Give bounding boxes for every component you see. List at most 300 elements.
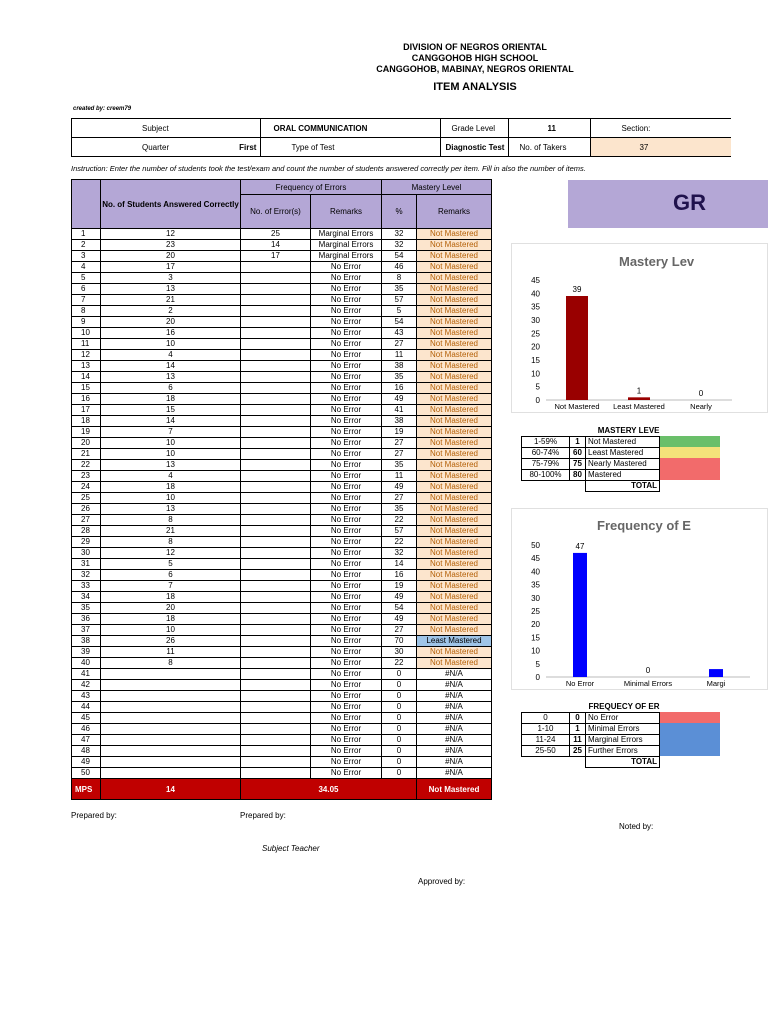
mastery-remark: Not Mastered <box>417 229 492 240</box>
error-remark: No Error <box>311 647 382 658</box>
error-remark: No Error <box>311 691 382 702</box>
mastery-remark: Not Mastered <box>417 427 492 438</box>
error-count: 25 <box>241 229 311 240</box>
percent: 32 <box>382 240 417 251</box>
error-count <box>241 581 311 592</box>
percent: 14 <box>382 559 417 570</box>
mastery-remark: Not Mastered <box>417 658 492 669</box>
percent: 22 <box>382 658 417 669</box>
item-number: 2 <box>72 240 101 251</box>
table-row <box>72 493 492 504</box>
credit-text: created by: creem79 <box>73 106 132 112</box>
frequency-chart <box>511 508 768 690</box>
error-remark: No Error <box>311 284 382 295</box>
error-remark: No Error <box>311 405 382 416</box>
item-number: 47 <box>72 735 101 746</box>
error-count <box>241 284 311 295</box>
correct-count[interactable] <box>101 713 241 724</box>
table-row <box>72 284 492 295</box>
percent: 54 <box>382 317 417 328</box>
legend-label: Marginal Errors <box>586 734 660 745</box>
error-count <box>241 526 311 537</box>
error-remark: No Error <box>311 757 382 768</box>
table-row <box>72 559 492 570</box>
table-row <box>72 702 492 713</box>
percent: 49 <box>382 592 417 603</box>
item-number: 5 <box>72 273 101 284</box>
legend-label: Nearly Mastered <box>586 458 660 469</box>
error-count <box>241 669 311 680</box>
mastery-remark: Not Mastered <box>417 625 492 636</box>
mastery-remark: #N/A <box>417 669 492 680</box>
correct-count[interactable] <box>101 746 241 757</box>
mastery-remark: Not Mastered <box>417 548 492 559</box>
quarter-value[interactable]: First <box>239 142 257 152</box>
data-label: 39 <box>572 285 582 294</box>
legend-label: Minimal Errors <box>586 723 660 734</box>
table-row <box>72 350 492 361</box>
table-row <box>72 339 492 350</box>
correct-count[interactable]: 21 <box>101 295 241 306</box>
correct-count[interactable]: 5 <box>101 559 241 570</box>
error-remark: Marginal Errors <box>311 229 382 240</box>
mastery-remark: Not Mastered <box>417 339 492 350</box>
table-row <box>72 372 492 383</box>
item-number: 6 <box>72 284 101 295</box>
mastery-remark: Not Mastered <box>417 328 492 339</box>
data-label: 1 <box>636 386 642 396</box>
legend-color-swatch <box>660 723 720 734</box>
error-remark: Marginal Errors <box>311 251 382 262</box>
school-name: CANGGOHOB HIGH SCHOOL <box>411 53 539 63</box>
table-row <box>72 724 492 735</box>
legend-color-swatch <box>660 745 720 756</box>
error-count <box>241 735 311 746</box>
table-row <box>72 394 492 405</box>
error-legend-title: FREQUECY OF ER <box>588 701 660 711</box>
item-number: 14 <box>72 372 101 383</box>
correct-count[interactable] <box>101 691 241 702</box>
correct-count[interactable] <box>101 702 241 713</box>
error-legend-total: TOTAL <box>586 756 660 767</box>
correct-count[interactable]: 18 <box>101 482 241 493</box>
error-count <box>241 504 311 515</box>
subject-teacher: Subject Teacher <box>262 844 320 853</box>
mastery-remark: Not Mastered <box>417 559 492 570</box>
correct-count[interactable]: 15 <box>101 405 241 416</box>
prepared-by-1: Prepared by: <box>71 811 117 820</box>
item-number: 46 <box>72 724 101 735</box>
table-row <box>72 504 492 515</box>
error-count: 17 <box>241 251 311 262</box>
legend-range: 1-59% <box>522 436 570 447</box>
y-tick-label: 0 <box>535 673 540 682</box>
correct-count[interactable]: 10 <box>101 449 241 460</box>
correct-count[interactable]: 16 <box>101 328 241 339</box>
correct-count[interactable]: 26 <box>101 636 241 647</box>
legend-range: 1-10 <box>522 723 570 734</box>
error-count <box>241 339 311 350</box>
legend-row <box>522 745 720 756</box>
correct-count[interactable]: 7 <box>101 427 241 438</box>
takers-label: No. of Takers <box>509 138 591 157</box>
correct-count[interactable]: 12 <box>101 229 241 240</box>
item-number: 28 <box>72 526 101 537</box>
mastery-remark: #N/A <box>417 713 492 724</box>
item-number: 42 <box>72 680 101 691</box>
legend-color-swatch <box>660 712 720 723</box>
mastery-remark: Not Mastered <box>417 383 492 394</box>
correct-count[interactable]: 10 <box>101 339 241 350</box>
table-row <box>72 768 492 779</box>
error-remark: No Error <box>311 273 382 284</box>
y-tick-label: 25 <box>531 329 540 339</box>
correct-count[interactable]: 18 <box>101 614 241 625</box>
error-remark: No Error <box>311 361 382 372</box>
mastery-remark: #N/A <box>417 768 492 779</box>
mastery-remark: Not Mastered <box>417 350 492 361</box>
legend-range: 60-74% <box>522 447 570 458</box>
legend-row <box>522 723 720 734</box>
table-row <box>72 713 492 724</box>
correct-count[interactable]: 13 <box>101 504 241 515</box>
correct-count[interactable]: 8 <box>101 658 241 669</box>
item-number: 38 <box>72 636 101 647</box>
mps-label: MPS <box>72 779 101 800</box>
percent: 27 <box>382 449 417 460</box>
mastery-remark: #N/A <box>417 735 492 746</box>
error-remark: No Error <box>311 339 382 350</box>
error-count <box>241 680 311 691</box>
item-number: 33 <box>72 581 101 592</box>
percent: 46 <box>382 262 417 273</box>
error-remark: No Error <box>311 526 382 537</box>
mastery-remark: Not Mastered <box>417 361 492 372</box>
percent: 70 <box>382 636 417 647</box>
error-remark: No Error <box>311 724 382 735</box>
item-number: 35 <box>72 603 101 614</box>
legend-color-swatch <box>660 447 720 458</box>
mastery-remark: Not Mastered <box>417 504 492 515</box>
error-remark: No Error <box>311 262 382 273</box>
legend-color-swatch <box>660 734 720 745</box>
percent: 32 <box>382 548 417 559</box>
item-analysis-table <box>71 179 492 800</box>
table-row <box>72 614 492 625</box>
grade-value[interactable]: 11 <box>509 119 591 138</box>
percent: 0 <box>382 724 417 735</box>
error-remark: No Error <box>311 493 382 504</box>
table-row <box>72 383 492 394</box>
section-label: Section: <box>591 119 731 138</box>
takers-value[interactable]: 37 <box>591 138 731 157</box>
error-remark: No Error <box>311 570 382 581</box>
table-row <box>72 460 492 471</box>
item-number: 11 <box>72 339 101 350</box>
correct-count[interactable]: 14 <box>101 416 241 427</box>
legend-row <box>522 436 720 447</box>
errors-header: No. of Error(s) <box>241 195 311 229</box>
legend-range: 25-50 <box>522 745 570 756</box>
correct-count[interactable]: 2 <box>101 306 241 317</box>
correct-count[interactable]: 18 <box>101 394 241 405</box>
legend-min: 0 <box>570 712 586 723</box>
percent: 54 <box>382 251 417 262</box>
mastery-remark: Not Mastered <box>417 570 492 581</box>
item-number: 4 <box>72 262 101 273</box>
y-tick-label: 5 <box>535 382 540 392</box>
mastery-remark: Not Mastered <box>417 240 492 251</box>
table-row <box>72 427 492 438</box>
page-title: ITEM ANALYSIS <box>433 81 517 93</box>
correct-count[interactable]: 23 <box>101 240 241 251</box>
correct-count[interactable]: 7 <box>101 581 241 592</box>
item-number: 7 <box>72 295 101 306</box>
percent: 22 <box>382 537 417 548</box>
mastery-chart <box>511 243 768 413</box>
error-remark: No Error <box>311 735 382 746</box>
mastery-chart-title: Mastery Lev <box>619 254 695 269</box>
legend-color-swatch <box>660 436 720 447</box>
percent: 57 <box>382 295 417 306</box>
error-count <box>241 295 311 306</box>
mastery-remark: Not Mastered <box>417 394 492 405</box>
percent: 19 <box>382 427 417 438</box>
mps-remark: Not Mastered <box>417 779 492 800</box>
error-count <box>241 570 311 581</box>
error-remark: Marginal Errors <box>311 240 382 251</box>
mastery-remark: Not Mastered <box>417 405 492 416</box>
error-remark: No Error <box>311 449 382 460</box>
correct-count[interactable]: 8 <box>101 537 241 548</box>
graph-banner-text: GR <box>673 190 706 215</box>
item-number: 36 <box>72 614 101 625</box>
error-remark: No Error <box>311 438 382 449</box>
error-count <box>241 592 311 603</box>
correct-count[interactable] <box>101 735 241 746</box>
y-tick-label: 40 <box>531 567 540 577</box>
type-label: Type of Test <box>261 138 441 157</box>
mastery-remark: #N/A <box>417 691 492 702</box>
mastery-remark: Not Mastered <box>417 493 492 504</box>
legend-row <box>522 734 720 745</box>
correct-count[interactable]: 12 <box>101 548 241 559</box>
error-remark: No Error <box>311 482 382 493</box>
correct-count[interactable]: 11 <box>101 647 241 658</box>
error-remark: No Error <box>311 295 382 306</box>
mastery-remark: Not Mastered <box>417 537 492 548</box>
table-row <box>72 405 492 416</box>
subject-value[interactable]: ORAL COMMUNICATION <box>261 119 441 138</box>
table-row <box>72 295 492 306</box>
percent: 38 <box>382 361 417 372</box>
data-label: 0 <box>698 389 704 398</box>
table-row <box>72 537 492 548</box>
error-count <box>241 405 311 416</box>
error-remark: No Error <box>311 504 382 515</box>
legend-row <box>522 458 720 469</box>
error-count <box>241 460 311 471</box>
percent: 0 <box>382 702 417 713</box>
correct-count[interactable]: 20 <box>101 317 241 328</box>
error-count <box>241 702 311 713</box>
mastery-remark: Not Mastered <box>417 515 492 526</box>
table-row <box>72 229 492 240</box>
correct-count[interactable]: 6 <box>101 570 241 581</box>
legend-min: 11 <box>570 734 586 745</box>
mastery-remark: Least Mastered <box>417 636 492 647</box>
legend-min: 1 <box>570 436 586 447</box>
mastery-remark: Not Mastered <box>417 284 492 295</box>
correct-count[interactable] <box>101 680 241 691</box>
legend-label: Mastered <box>586 469 660 480</box>
percent: 41 <box>382 405 417 416</box>
correct-count[interactable]: 18 <box>101 592 241 603</box>
table-row <box>72 438 492 449</box>
correct-count[interactable]: 21 <box>101 526 241 537</box>
percent: 0 <box>382 735 417 746</box>
percent: 49 <box>382 614 417 625</box>
correct-count[interactable]: 4 <box>101 350 241 361</box>
y-tick-label: 35 <box>531 302 540 312</box>
error-count <box>241 416 311 427</box>
correct-count[interactable]: 14 <box>101 361 241 372</box>
mastery-remark: Not Mastered <box>417 482 492 493</box>
item-number: 27 <box>72 515 101 526</box>
graph-banner <box>568 180 768 228</box>
correct-count[interactable]: 4 <box>101 471 241 482</box>
correct-count[interactable]: 13 <box>101 284 241 295</box>
percent: 32 <box>382 229 417 240</box>
error-remark: No Error <box>311 669 382 680</box>
mastery-legend-table <box>521 425 720 492</box>
table-row <box>72 669 492 680</box>
percent: 35 <box>382 460 417 471</box>
table-row <box>72 603 492 614</box>
mastery-remark: Not Mastered <box>417 526 492 537</box>
correct-count[interactable] <box>101 757 241 768</box>
error-count <box>241 372 311 383</box>
correct-count[interactable]: 13 <box>101 460 241 471</box>
y-tick-label: 10 <box>531 646 540 656</box>
mastery-remark: Not Mastered <box>417 614 492 625</box>
legend-row <box>522 469 720 480</box>
percent: 43 <box>382 328 417 339</box>
quarter-label: Quarter First <box>72 138 261 157</box>
legend-row <box>522 712 720 723</box>
correct-count[interactable]: 10 <box>101 438 241 449</box>
y-tick-label: 20 <box>531 342 540 352</box>
table-row <box>72 658 492 669</box>
correct-count[interactable]: 10 <box>101 625 241 636</box>
item-number: 21 <box>72 449 101 460</box>
correct-count[interactable] <box>101 724 241 735</box>
correct-count[interactable]: 20 <box>101 251 241 262</box>
instruction-text: Instruction: Enter the number of students took the test/exam and count the number of students answered correctly per item. Fill in also the number of items. <box>71 164 586 173</box>
mastery-remark: Not Mastered <box>417 416 492 427</box>
school-address: CANGGOHOB, MABINAY, NEGROS ORIENTAL <box>376 64 574 74</box>
chart-bar <box>709 669 723 677</box>
error-count <box>241 537 311 548</box>
legend-label: No Error <box>586 712 660 723</box>
percent: 27 <box>382 339 417 350</box>
item-number: 39 <box>72 647 101 658</box>
legend-color-swatch <box>660 469 720 480</box>
legend-row <box>522 447 720 458</box>
error-count <box>241 713 311 724</box>
legend-color-swatch <box>660 458 720 469</box>
item-number: 13 <box>72 361 101 372</box>
correct-count[interactable] <box>101 768 241 779</box>
item-number: 18 <box>72 416 101 427</box>
table-row <box>72 449 492 460</box>
error-remark: No Error <box>311 559 382 570</box>
remarks-header: Remarks <box>311 195 382 229</box>
error-remark: No Error <box>311 636 382 647</box>
correct-count[interactable]: 13 <box>101 372 241 383</box>
error-count <box>241 383 311 394</box>
percent: 22 <box>382 515 417 526</box>
mastery-remark: Not Mastered <box>417 603 492 614</box>
percent: 57 <box>382 526 417 537</box>
legend-label: Least Mastered <box>586 447 660 458</box>
legend-range: 75-79% <box>522 458 570 469</box>
correct-count[interactable]: 10 <box>101 493 241 504</box>
item-number: 45 <box>72 713 101 724</box>
item-number: 26 <box>72 504 101 515</box>
item-number: 40 <box>72 658 101 669</box>
error-count <box>241 724 311 735</box>
error-count <box>241 757 311 768</box>
error-remark: No Error <box>311 581 382 592</box>
mastery-remark: Not Mastered <box>417 251 492 262</box>
error-count <box>241 306 311 317</box>
type-value[interactable]: Diagnostic Test <box>441 138 509 157</box>
item-number-header <box>72 180 101 229</box>
error-remark: No Error <box>311 592 382 603</box>
correct-count[interactable]: 8 <box>101 515 241 526</box>
table-row <box>72 361 492 372</box>
item-number: 34 <box>72 592 101 603</box>
mastery-remark: Not Mastered <box>417 471 492 482</box>
error-count <box>241 449 311 460</box>
error-remark: No Error <box>311 460 382 471</box>
chart-bar <box>628 397 650 400</box>
division-name: DIVISION OF NEGROS ORIENTAL <box>403 42 547 52</box>
percent: 54 <box>382 603 417 614</box>
table-row <box>72 306 492 317</box>
correct-count[interactable] <box>101 669 241 680</box>
table-row <box>72 548 492 559</box>
table-row <box>72 471 492 482</box>
percent: 16 <box>382 383 417 394</box>
item-number: 9 <box>72 317 101 328</box>
table-row <box>72 251 492 262</box>
correct-count[interactable]: 3 <box>101 273 241 284</box>
correct-count[interactable]: 6 <box>101 383 241 394</box>
mastery-remark: Not Mastered <box>417 460 492 471</box>
frequency-header: Frequency of Errors <box>241 180 382 195</box>
item-number: 41 <box>72 669 101 680</box>
error-remark: No Error <box>311 427 382 438</box>
correct-count[interactable]: 17 <box>101 262 241 273</box>
item-number: 29 <box>72 537 101 548</box>
mastery-remark: Not Mastered <box>417 592 492 603</box>
percent: 49 <box>382 394 417 405</box>
item-number: 3 <box>72 251 101 262</box>
correct-count[interactable]: 20 <box>101 603 241 614</box>
legend-range: 0 <box>522 712 570 723</box>
